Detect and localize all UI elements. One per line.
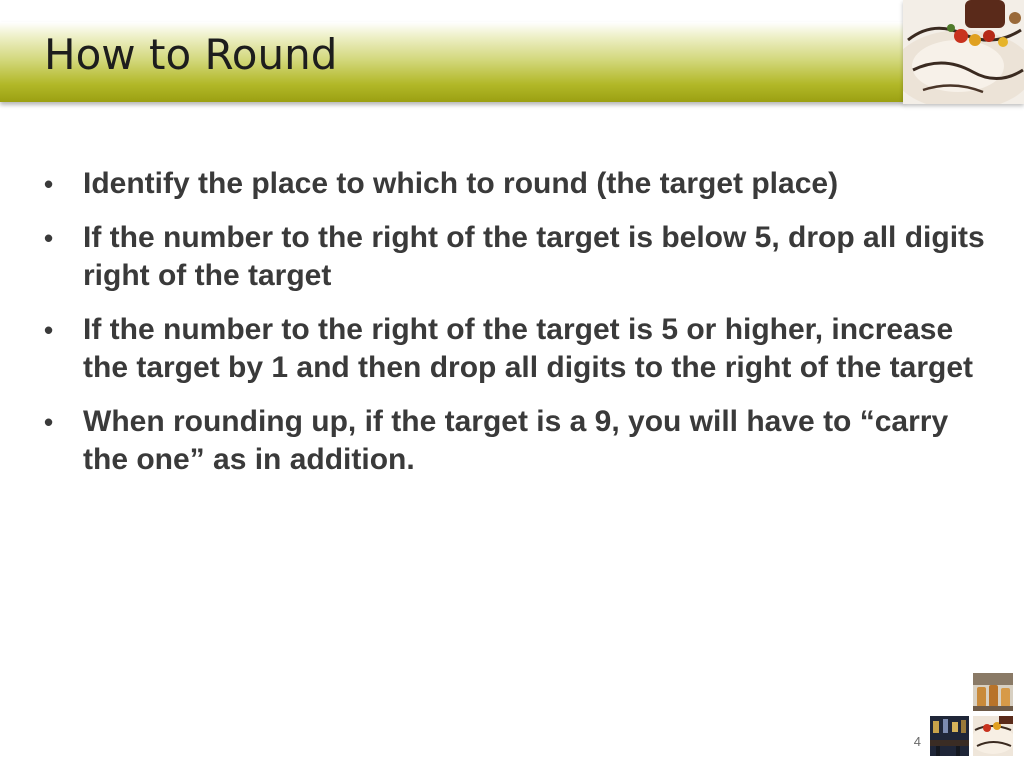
slide-title: How to Round [44, 30, 338, 79]
bullet-item [40, 311, 990, 387]
bullet-text: Identify the place to which to round (the target place) [83, 167, 839, 200]
header-food-photo [903, 0, 1024, 104]
bullet-marker: • [44, 169, 54, 199]
bullet-marker: • [44, 315, 54, 345]
bullet-list [40, 165, 990, 495]
bullet-marker: • [44, 407, 54, 437]
page-number: 4 [913, 734, 921, 749]
bullet-text: When rounding up, if the target is a 9, you will have to “carry the one” as in addition. [83, 405, 949, 476]
bullet-text: If the number to the right of the target is 5 or higher, increase the target by 1 and then drop all digits to the right of the target [83, 313, 974, 384]
drinks-thumbnail [973, 673, 1013, 711]
bullet-item [40, 403, 990, 479]
food-thumbnail [973, 716, 1013, 756]
bullet-marker: • [44, 223, 54, 253]
bar-thumbnail [930, 716, 969, 756]
bullet-item [40, 219, 990, 295]
bullet-item [40, 165, 990, 203]
bullet-text: If the number to the right of the target is below 5, drop all digits right of the target [83, 221, 985, 292]
